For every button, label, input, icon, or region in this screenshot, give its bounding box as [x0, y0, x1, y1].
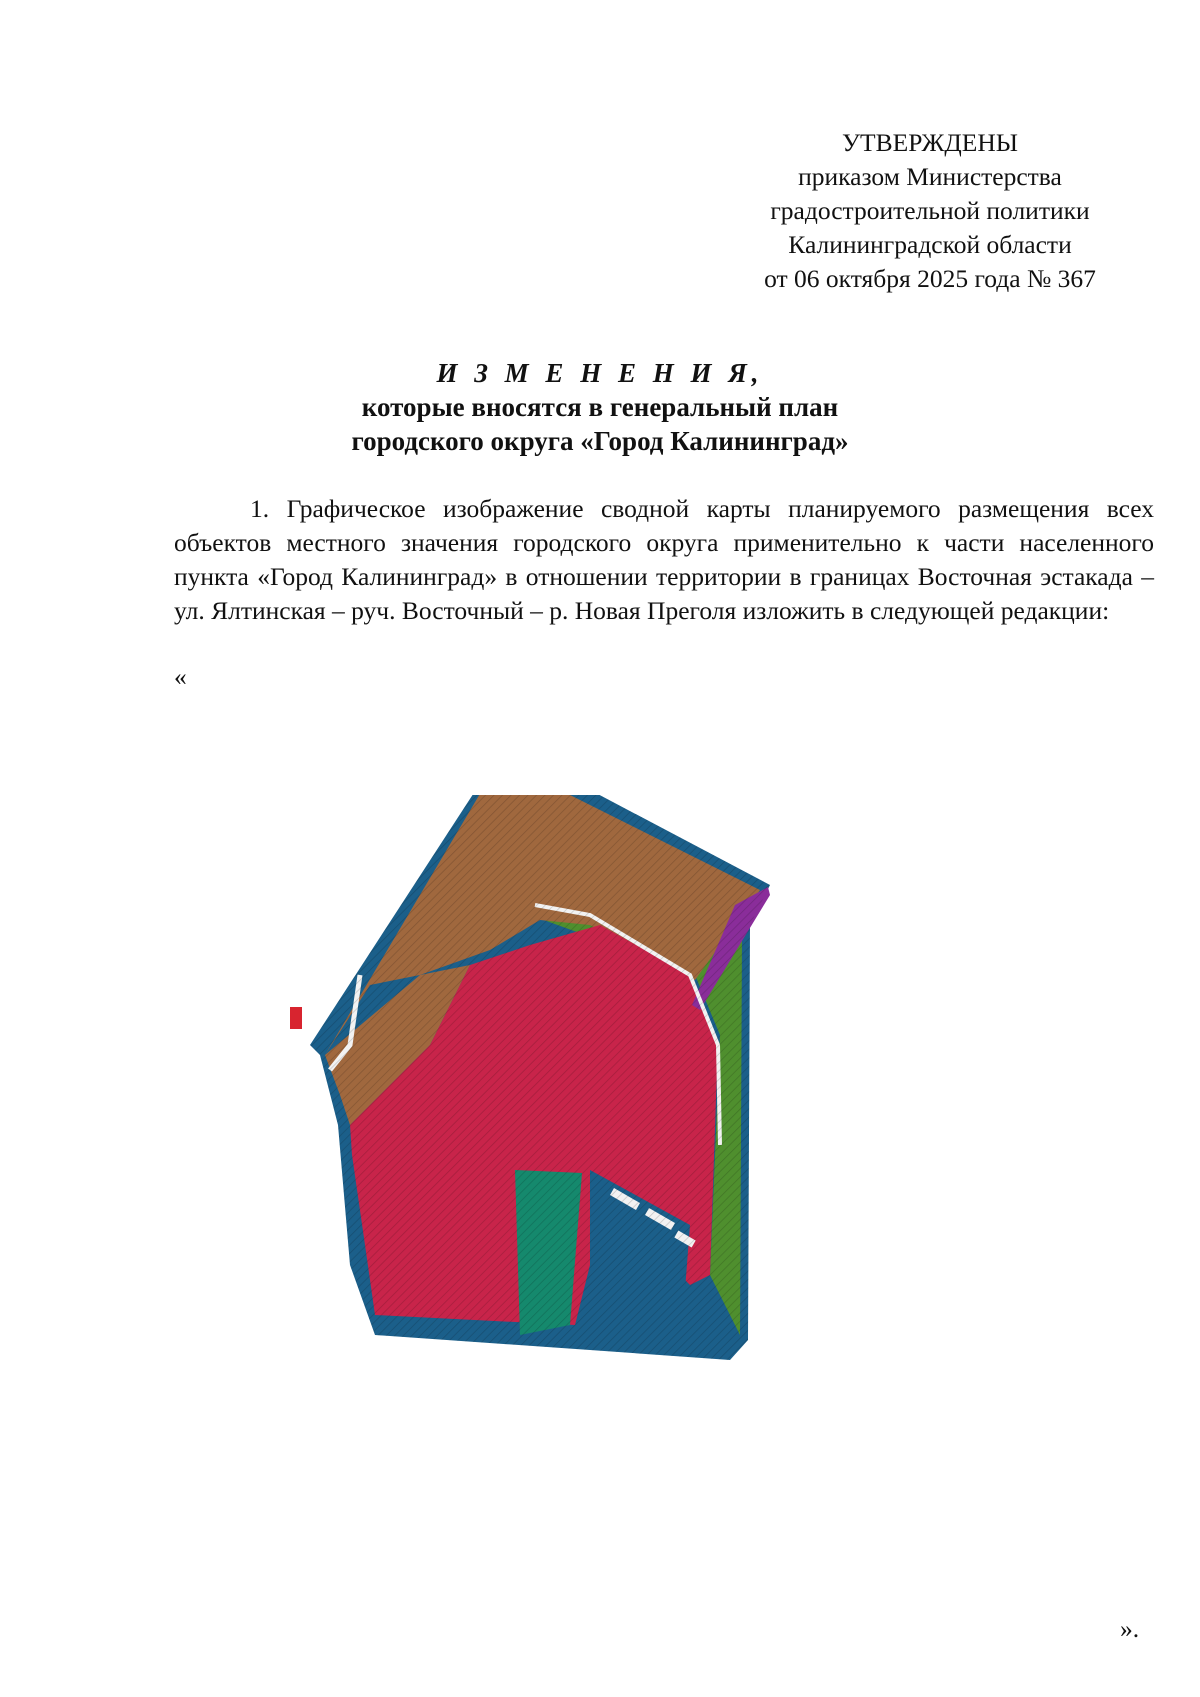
map-red-marker [290, 1007, 302, 1029]
title-subtitle: которые вносятся в генеральный план [361, 392, 839, 422]
document-title [0, 356, 1200, 458]
approval-region: Калининградской области [788, 230, 1072, 259]
approval-date: от 06 октября 2025 года № 367 [764, 264, 1096, 293]
close-quote: ». [1120, 1614, 1140, 1643]
approval-ministry: градостроительной политики [770, 196, 1090, 225]
open-quote: « [174, 662, 187, 691]
approval-title: УТВЕРЖДЕНЫ [842, 128, 1018, 157]
title-subtitle-2: городского округа «Город Калининград» [351, 426, 849, 456]
map-hatch-overlay [310, 795, 770, 1360]
planning-map [290, 795, 850, 1485]
title-heading: И З М Е Н Е Н И Я, [436, 358, 764, 388]
approval-stamp [690, 126, 1170, 296]
body-paragraph: 1. Графическое изображение сводной карты планируемого размещения всех объектов местного значения городского округа применительно к части населенного пункта «Город Калининград» в отношении территории в границах Восточная эстакада – ул. Ялтинская – руч. Восточный – р. Новая Преголя изложить в следующей редакции: [174, 494, 1154, 625]
approval-order: приказом Министерства [798, 162, 1062, 191]
